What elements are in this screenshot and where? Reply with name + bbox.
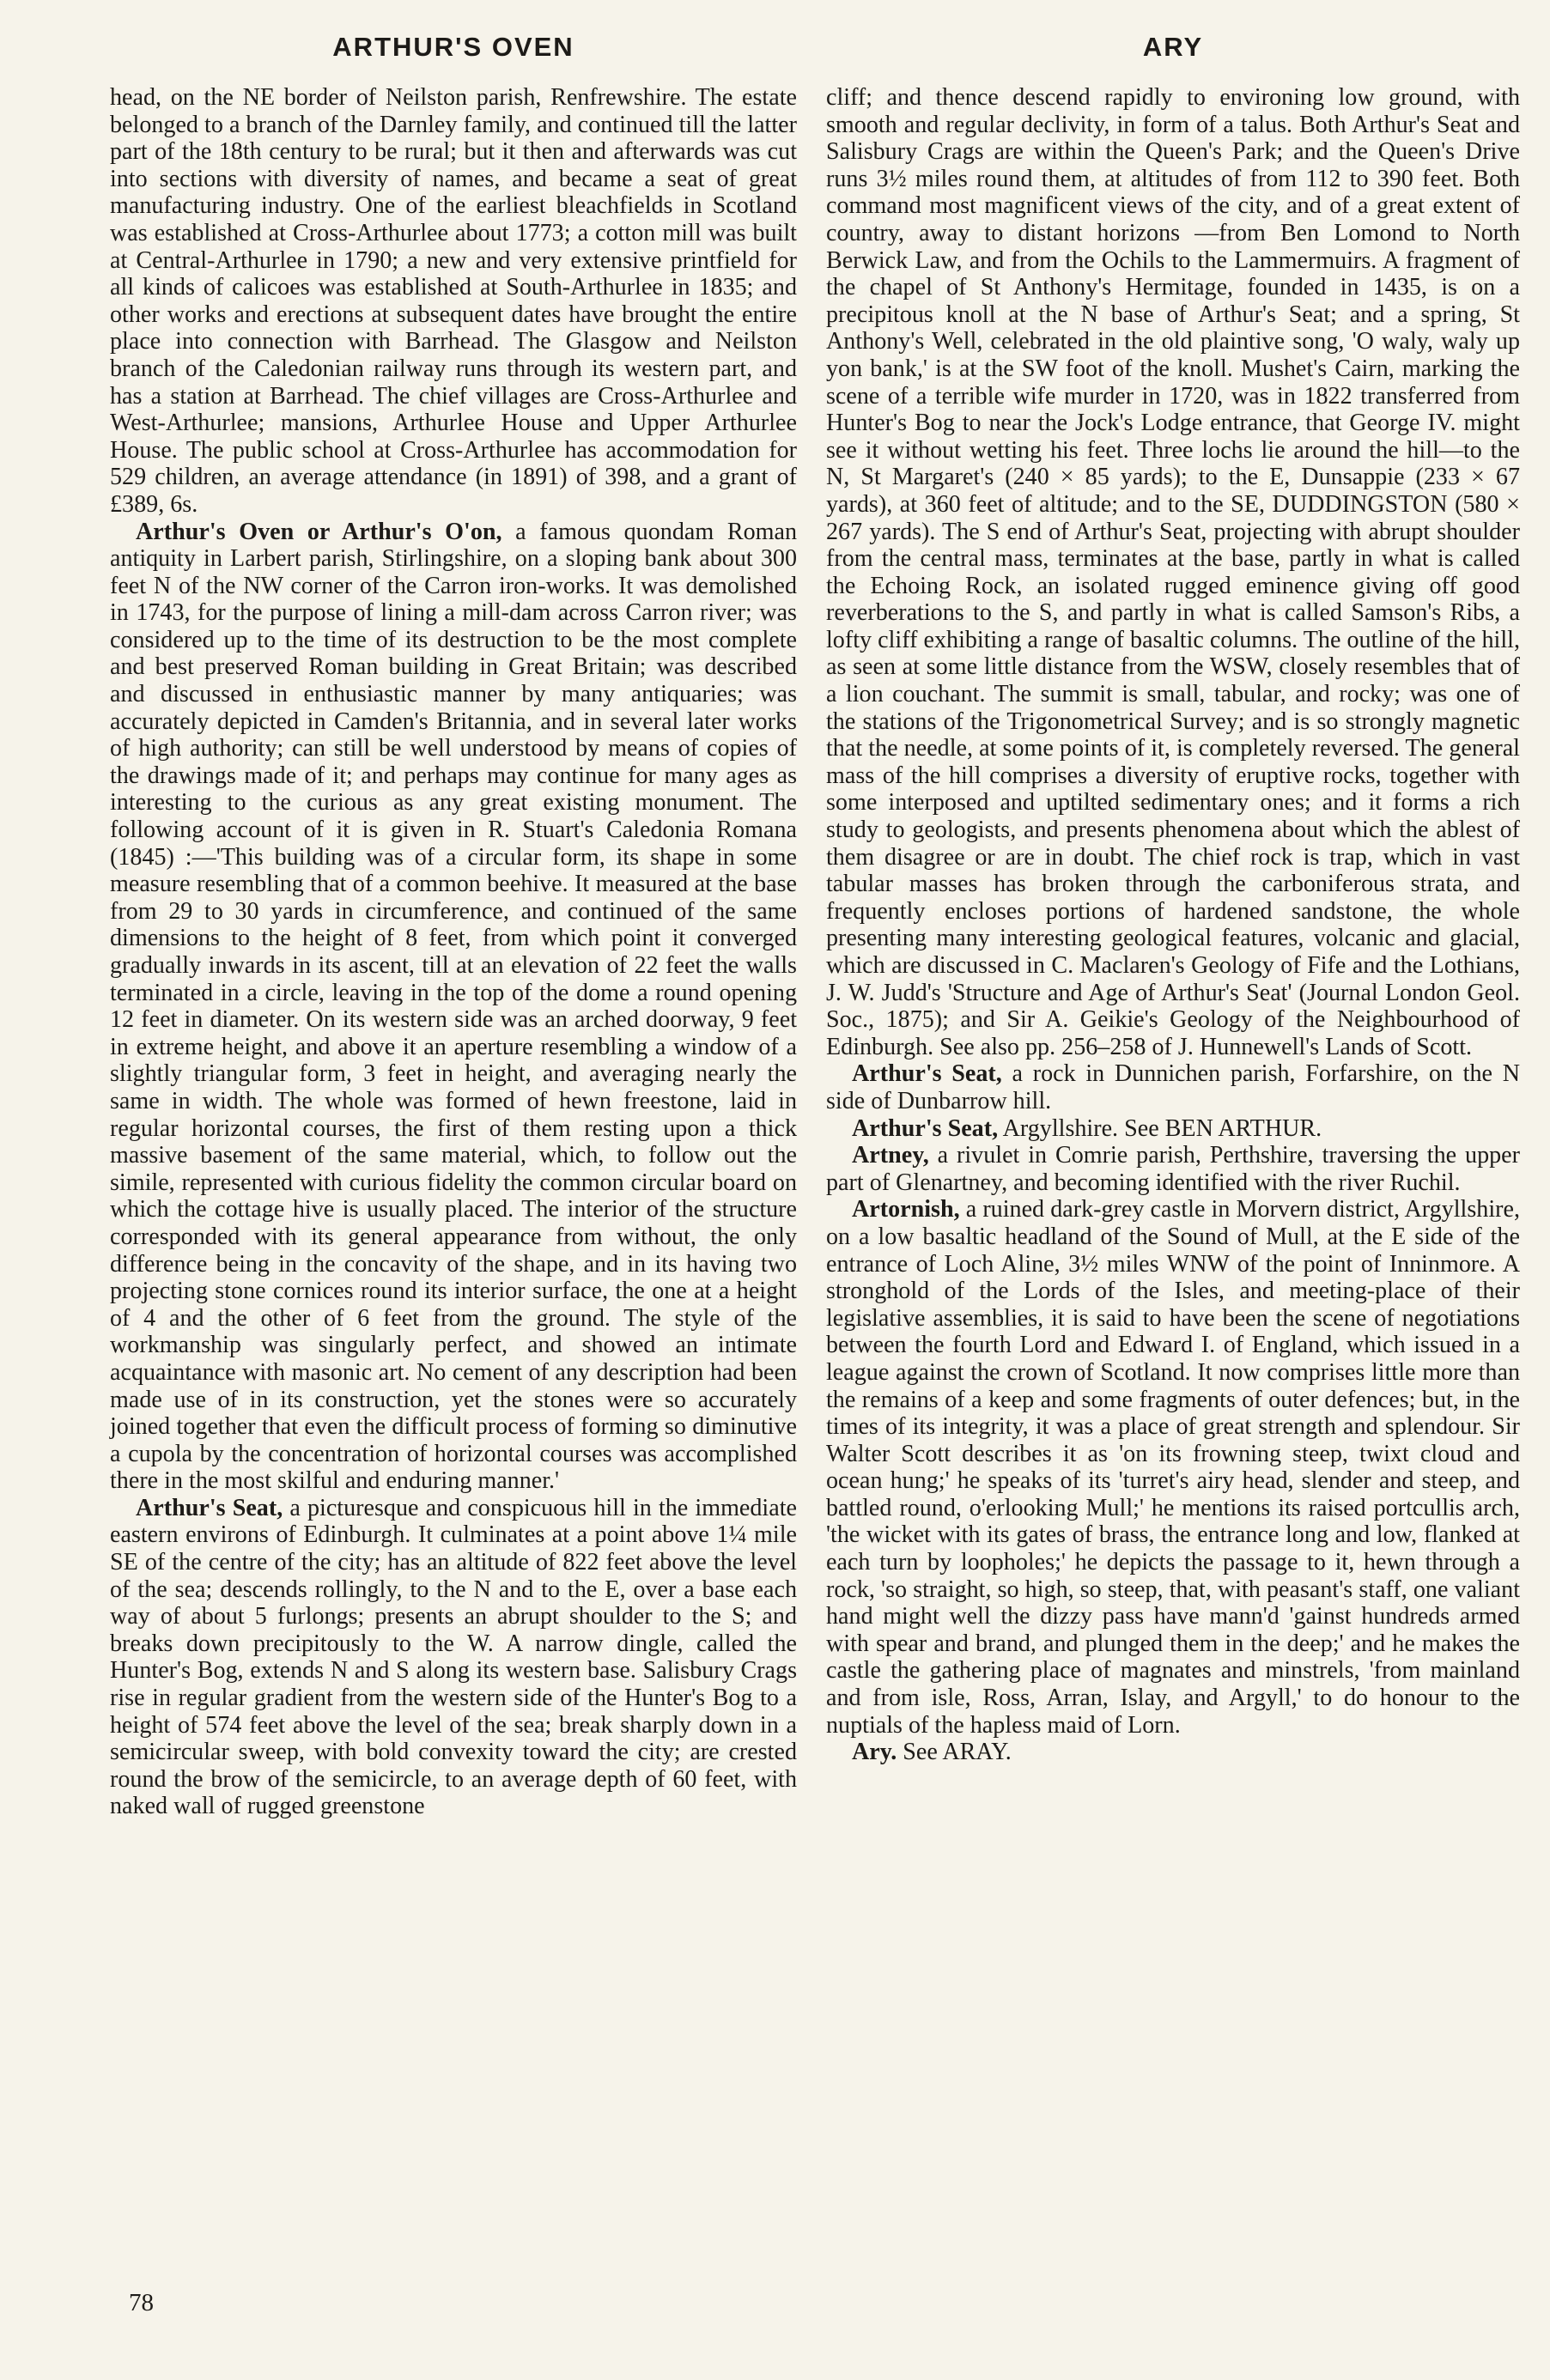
entry-headword: Arthur's Seat, bbox=[136, 1494, 283, 1521]
entry-continuation bbox=[110, 84, 797, 519]
entry-body: See ARAY. bbox=[897, 1739, 1012, 1766]
entry-headword: Artney, bbox=[852, 1142, 929, 1169]
entry-arthurs-seat-forfarshire bbox=[826, 1060, 1520, 1114]
entry-arthurs-oven bbox=[110, 519, 797, 1495]
entry-artornish bbox=[826, 1196, 1520, 1739]
left-column-text bbox=[110, 84, 797, 1820]
entry-body: cliff; and thence descend rapidly to environing low ground, with smooth and regular declivity, in form of a talus. Both Arthur's Seat and Salisbury Crags are within the Queen's Park; and the Queen's Drive runs 3½ miles round them, at altitudes of from 112 to 390 feet. Both command most magnificent views of the city, and of a great extent of country, away to distant horizons —from Ben Lomond to North Berwick Law, and from the Ochils to the Lammermuirs. A fragment of the chapel of St Anthony's Hermitage, founded in 1435, is on a precipitous knoll at the N base of Arthur's Seat; and a spring, St Anthony's Well, celebrated in the old plaintive song, 'O waly, waly up yon bank,' is at the SW foot of the knoll. Mushet's Cairn, marking the scene of a terrible wife murder in 1720, was in 1822 transferred from Hunter's Bog to near the Jock's Lodge entrance, that George IV. might see it without wetting his feet. Three lochs lie around the hill—to the N, St Margaret's (240 × 85 yards); to the E, Dunsappie (233 × 67 yards), at 360 feet of altitude; and to the SE, DUDDINGSTON (580 × 267 yards). The S end of Arthur's Seat, projecting with abrupt shoulder from the central mass, terminates at the base, partly in what is called the Echoing Rock, an isolated rugged eminence giving off good reverberations to the S, and partly in what is called Samson's Ribs, a lofty cliff exhibiting a range of basaltic columns. The outline of the hill, as seen at some little distance from the WSW, closely resembles that of a lion couchant. The summit is small, tabular, and rocky; was one of the stations of the Trigonometrical Survey; and is so strongly magnetic that the needle, at some points of it, is completely reversed. The general mass of the hill comprises a diversity of eruptive rocks, together with some interposed and uptilted sedimentary ones; and it forms a rich study to geologists, and presents phenomena about which the ablest of them disagree or are in doubt. The chief rock is trap, which in vast tabular masses has broken through the carboniferous strata, and frequently encloses portions of hardened sandstone, the whole presenting many interesting geological features, volcanic and glacial, which are discussed in C. Maclaren's Geology of Fife and the Lothians, J. W. Judd's 'Structure and Age of Arthur's Seat' (Journal London Geol. Soc., 1875); and Sir A. Geikie's Geology of the Neighbourhood of Edinburgh. See also pp. 256–258 of J. Hunnewell's Lands of Scott. bbox=[826, 84, 1520, 1060]
page-number: 78 bbox=[129, 2289, 154, 2316]
running-head-right: ARY bbox=[1142, 32, 1204, 62]
entry-artney bbox=[826, 1142, 1520, 1196]
left-column bbox=[110, 0, 797, 1820]
running-head-left: ARTHUR'S OVEN bbox=[332, 32, 574, 62]
entry-body: a ruined dark-grey castle in Morvern district, Argyllshire, on a low basaltic headland of the Sound of Mull, at the E side of the entrance of Loch Aline, 3½ miles WNW of the point of Inninmore. A stronghold of the Lords of the Isles, and meeting-place of their legislative assemblies, it is said to have been the scene of negotiations between the fourth Lord and Edward I. of England, which issued in a league against the crown of Scotland. It now comprises little more than the remains of a keep and some fragments of outer defences; but, in the times of its integrity, it was a place of great strength and splendour. Sir Walter Scott describes it as 'on its frowning steep, twixt cloud and ocean hung;' he speaks of its 'turret's airy head, slender and steep, and battled round, o'erlooking Mull;' he mentions its raised portcullis arch, 'the wicket with its gates of brass, the entrance long and low, flanked at each turn by loopholes;' he depicts the passage to it, hewn through a rock, 'so straight, so high, so steep, that, with peasant's staff, one valiant hand might well the dizzy pass have mann'd 'gainst hundreds armed with spear and brand, and plunged them in the deep;' and he makes the castle the gathering place of magnates and minstrels, 'from mainland and from isle, Ross, Arran, Islay, and Argyll,' to do honour to the nuptials of the hapless maid of Lorn. bbox=[826, 1196, 1520, 1739]
entry-arthurs-seat-argyllshire bbox=[826, 1115, 1520, 1143]
entry-body: a rock in Dunnichen parish, Forfarshire, on the N side of Dunbarrow hill. bbox=[826, 1060, 1520, 1114]
entry-body: a picturesque and conspicuous hill in the immediate eastern environs of Edinburgh. It culminates at a point above 1¼ mile SE of the centre of the city; has an altitude of 822 feet above the level of the sea; descends rollingly, to the N and to the E, over a base each way of about 5 furlongs; presents an abrupt shoulder to the S; and breaks down precipitously to the W. A narrow dingle, called the Hunter's Bog, extends N and S along its western base. Salisbury Crags rise in regular gradient from the western side of the Hunter's Bog to a height of 574 feet above the level of the sea; break sharply down in a semicircular sweep, with bold convexity toward the city; are crested round the brow of the semicircle, to an average depth of 60 feet, with naked wall of rugged greenstone bbox=[110, 1494, 797, 1820]
entry-arthurs-seat-edinburgh bbox=[110, 1495, 797, 1820]
right-column bbox=[826, 0, 1520, 1766]
entry-headword: Arthur's Seat, bbox=[852, 1060, 1002, 1088]
right-column-text bbox=[826, 84, 1520, 1766]
entry-body: a rivulet in Comrie parish, Perthshire, traversing the upper part of Glenartney, and becoming identified with the river Ruchil. bbox=[826, 1142, 1520, 1196]
entry-ary bbox=[826, 1739, 1520, 1766]
entry-headword: Arthur's Oven or Arthur's O'on, bbox=[136, 518, 502, 545]
entry-headword: Ary. bbox=[852, 1739, 897, 1766]
entry-headword: Arthur's Seat, bbox=[852, 1114, 999, 1142]
entry-body: a famous quondam Roman antiquity in Larbert parish, Stirlingshire, on a sloping bank about 300 feet N of the NW corner of the Carron iron-works. It was demolished in 1743, for the purpose of lining a mill-dam across Carron river; was considered up to the time of its destruction to be the most complete and best preserved Roman building in Great Britain; was described and discussed in enthusiastic manner by many antiquaries; was accurately depicted in Camden's Britannia, and in several later works of high authority; can still be well understood by means of copies of the drawings made of it; and perhaps may continue for many ages as interesting to the curious as any great existing monument. The following account of it is given in R. Stuart's Caledonia Romana (1845) :—'This building was of a circular form, its shape in some measure resembling that of a common beehive. It measured at the base from 29 to 30 yards in circumference, and continued of the same dimensions to the height of 8 feet, from which point it converged gradually inwards in its ascent, till at an elevation of 22 feet the walls terminated in a circle, leaving in the top of the dome a round opening 12 feet in diameter. On its western side was an arched doorway, 9 feet in extreme height, and above it an aperture resembling a window of a slightly triangular form, 3 feet in height, and averaging nearly the same in width. The whole was formed of hewn freestone, laid in regular horizontal courses, the first of them resting upon a thick massive basement of the same material, which, to follow out the simile, represented with curious fidelity the common circular board on which the cottage hive is usually placed. The interior of the structure corresponded with its general appearance from without, the only difference being in the concavity of the shape, and in its having two projecting stone cornices round its interior surface, the one at a height of 4 and the other of 6 feet from the ground. The style of the workmanship was singularly perfect, and showed an intimate acquaintance with masonic art. No cement of any description had been made use of in its construction, yet the stones were so accurately joined together that even the difficult process of forming so diminutive a cupola by the concentration of horizontal courses was accomplished there in the most skilful and enduring manner.' bbox=[110, 518, 797, 1495]
entry-headword: Artornish, bbox=[852, 1196, 960, 1223]
entry-body: Argyllshire. See BEN ARTHUR. bbox=[998, 1114, 1322, 1142]
entry-body: head, on the NE border of Neilston parish, Renfrewshire. The estate belonged to a branch of the Darnley family, and continued till the latter part of the 18th century to be rural; but it then and afterwards was cut into sections with diversity of names, and became a seat of great manufacturing industry. One of the earliest bleachfields in Scotland was established at Cross-Arthurlee about 1773; a cotton mill was built at Central-Arthurlee in 1790; a new and very extensive printfield for all kinds of calicoes was established at South-Arthurlee in 1835; and other works and erections at subsequent dates have brought the entire place into connection with Barrhead. The Glasgow and Neilston branch of the Caledonian railway runs through its western part, and has a station at Barrhead. The chief villages are Cross-Arthurlee and West-Arthurlee; mansions, Arthurlee House and Upper Arthurlee House. The public school at Cross-Arthurlee has accommodation for 529 children, an average attendance (in 1891) of 398, and a grant of £389, 6s. bbox=[110, 84, 797, 518]
entry-continuation bbox=[826, 84, 1520, 1060]
